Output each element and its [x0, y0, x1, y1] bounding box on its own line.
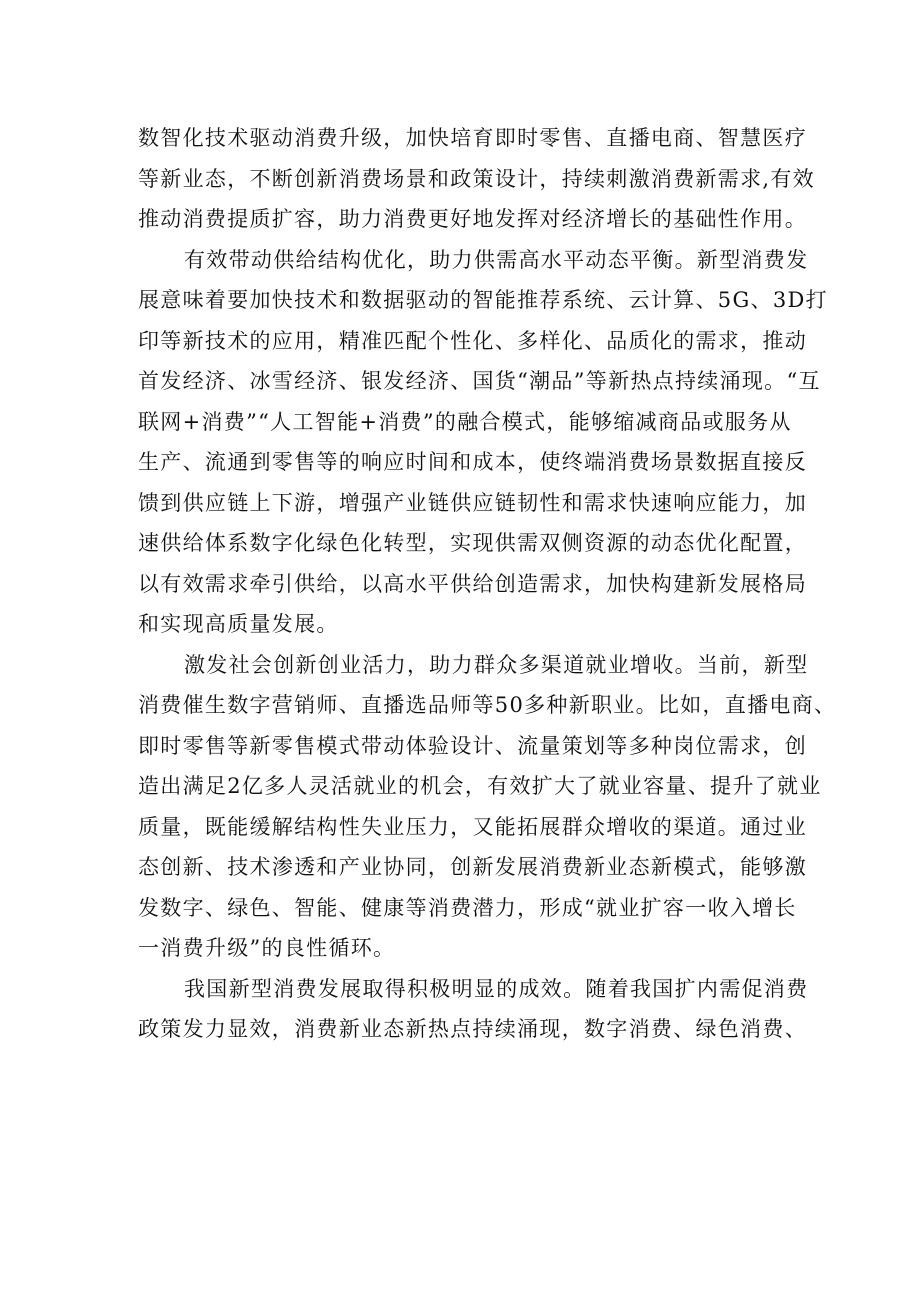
text-line: 展意味着要加快技术和数据驱动的智能推荐系统、云计算、5G、3D打 [138, 288, 828, 312]
text-line: 速供给体系数字化绿色化转型，实现供需双侧资源的动态优化配置， [138, 531, 807, 555]
text-line: 和实现高质量发展。 [138, 612, 339, 636]
text-line: 首发经济、冰雪经济、银发经济、国货“潮品”等新热点持续涌现。“互 [138, 369, 821, 393]
text-line: 即时零售等新零售模式带动体验设计、流量策划等多种岗位需求，创 [138, 733, 807, 758]
document-body [138, 118, 837, 1050]
text-line: 一消费升级”的良性循环。 [138, 936, 396, 960]
text-line: 有效带动供给结构优化，助力供需高水平动态平衡。新型消费发 [184, 247, 809, 272]
text-line: 生产、流通到零售等的响应时间和成本，使终端消费场景数据直接反 [138, 450, 807, 474]
text-line: 我国新型消费发展取得积极明显的成效。随着我国扩内需促消费 [184, 976, 809, 1001]
text-line: 激发社会创新创业活力，助力群众多渠道就业增收。当前，新型 [184, 652, 809, 677]
paragraph-3 [138, 645, 837, 969]
text-line: 以有效需求牵引供给，以高水平供给创造需求，加快构建新发展格局 [138, 571, 807, 596]
text-line: 政策发力显效，消费新业态新热点持续涌现，数字消费、绿色消费、 [138, 1017, 807, 1041]
text-line: 馈到供应链上下游，增强产业链供应链韧性和需求快速响应能力，加 [138, 490, 807, 515]
text-line: 质量，既能缓解结构性失业压力，又能拓展群众增收的渠道。通过业 [138, 814, 807, 839]
text-line: 印等新技术的应用，精准匹配个性化、多样化、品质化的需求，推动 [138, 328, 807, 353]
text-line: 造出满足2亿多人灵活就业的机会，有效扩大了就业容量、提升了就业 [138, 774, 822, 798]
paragraph-4 [138, 969, 809, 1050]
text-line: 推动消费提质扩容，助力消费更好地发挥对经济增长的基础性作用。 [138, 207, 807, 231]
text-line: 发数字、绿色、智能、健康等消费潜力，形成“就业扩容一收入增长 [138, 895, 797, 920]
text-line: 消费催生数字营销师、直播选品师等50多种新职业。比如，直播电商、 [138, 693, 837, 717]
text-line: 联网+消费”“人工智能+消费”的融合模式，能够缩减商品或服务从 [138, 409, 792, 434]
text-line: 数智化技术驱动消费升级，加快培育即时零售、直播电商、智慧医疗 [138, 126, 807, 150]
text-line: 等新业态，不断创新消费场景和政策设计，持续刺激消费新需求,有效 [138, 166, 815, 191]
paragraph-1 [138, 118, 815, 240]
text-line: 态创新、技术渗透和产业协同，创新发展消费新业态新模式，能够激 [138, 855, 807, 879]
paragraph-2 [138, 240, 828, 645]
